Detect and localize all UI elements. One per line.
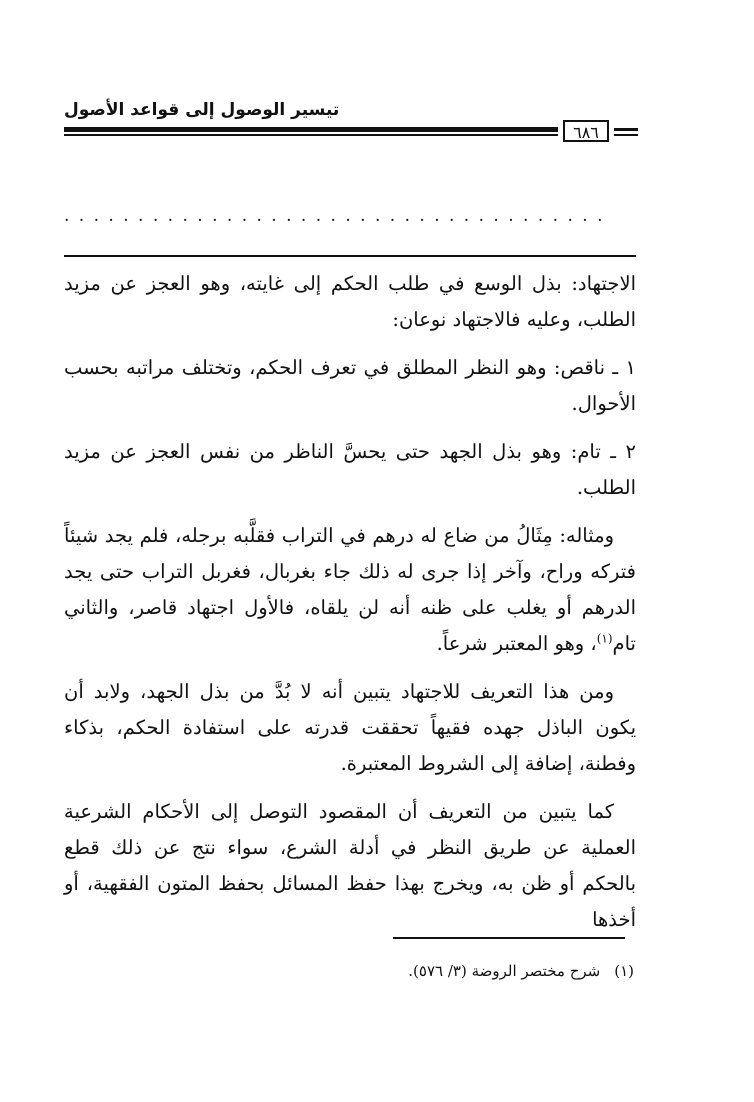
- separator-line: [64, 255, 636, 257]
- example-text-tail: ، وهو المعتبر شرعاً.: [436, 632, 597, 655]
- book-title: تيسير الوصول إلى قواعد الأصول: [64, 100, 340, 120]
- dotted-line: . . . . . . . . . . . . . . . . . . . . . . . . . . . . . . . . . . . . .: [64, 206, 605, 226]
- footnote: [408, 962, 634, 980]
- paragraph-definition: الاجتهاد: بذل الوسع في طلب الحكم إلى غايته، وهو العجز عن مزيد الطلب، وعليه فالاجتهاد نوعان:: [64, 272, 636, 331]
- main-text: [64, 266, 636, 950]
- footnote-number: (١): [614, 962, 634, 980]
- footnote-rule: [393, 937, 625, 939]
- paragraph-type-1: ١ ـ ناقص: وهو النظر المطلق في تعرف الحكم، وتختلف مراتبه بحسب الأحوال.: [64, 356, 636, 415]
- footnote-text: شرح مختصر الروضة (٣/ ٥٧٦).: [408, 962, 601, 980]
- header-rule-thick: [64, 127, 558, 132]
- header-rule-right-thick: [614, 128, 638, 131]
- paragraph-example: [64, 518, 636, 662]
- paragraph-purpose: كما يتبين من التعريف أن المقصود التوصل إلى الأحكام الشرعية العملية عن طريق النظر في أدلة الشرع، سواء نتج عن ذلك قطع بالحكم أو ظن به، ويخرج بهذا حفظ المسائل بحفظ المتون الفقهية، أو أخذها: [64, 800, 636, 931]
- page-number: ٦٨٦: [563, 120, 609, 142]
- paragraph-type-2: ٢ ـ تام: وهو بذل الجهد حتى يحسَّ الناظر من نفس العجز عن مزيد الطلب.: [64, 440, 636, 499]
- header-rule-right-thin: [614, 134, 638, 136]
- header-rule-thin: [64, 134, 558, 136]
- footnote-ref: (١): [596, 631, 613, 646]
- example-text: ومثاله: مِثَالُ من ضاع له درهم في التراب فقلَّبه برجله، فلم يجد شيئاً فتركه وراح، وآخر إذا جرى له ذلك جاء بغربال، فغربل التراب حتى يجد الدرهم أو يغلب على ظنه أنه لن يلقاه، فالأول اجتهاد قاصر، والثاني تام: [64, 524, 636, 655]
- paragraph-conditions: ومن هذا التعريف للاجتهاد يتبين أنه لا بُدَّ من بذل الجهد، ولابد أن يكون الباذل جهده فقيهاً تحققت قدرته على استفادة الحكم، بذكاء وفطنة، إضافة إلى الشروط المعتبرة.: [64, 680, 636, 775]
